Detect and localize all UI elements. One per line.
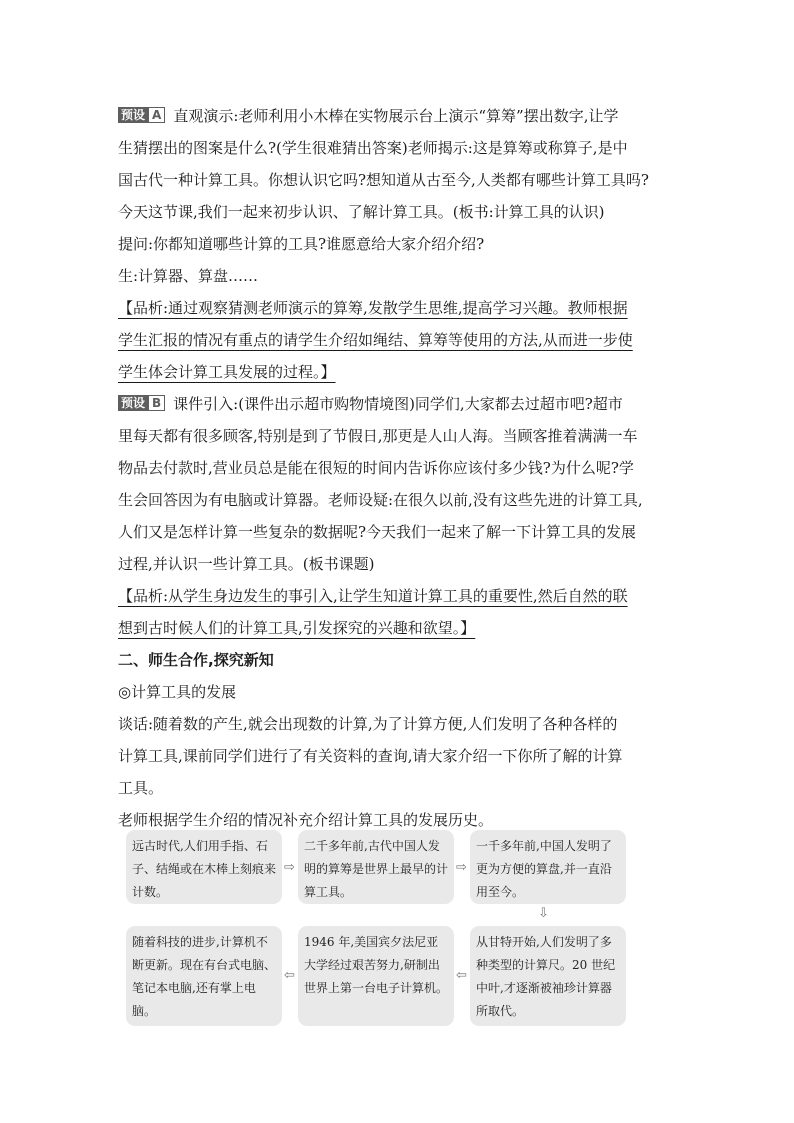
preset-b-line-6: 过程,并认识一些计算工具。(板书课题) — [118, 555, 375, 573]
arrow-right-icon: ⇨ — [284, 860, 295, 875]
section-subheading: ◎计算工具的发展 — [118, 683, 237, 701]
arrow-down-icon: ⇩ — [538, 906, 549, 921]
preset-a-question: 提问:你都知道哪些计算的工具?谁愿意给大家介绍介绍? — [118, 235, 485, 253]
flow-box-eniac: 1946 年,美国宾夕法尼亚大学经过艰苦努力,研制出世界上第一台电子计算机。 — [298, 926, 454, 1026]
preset-a-badge: 预设 A — [118, 107, 165, 123]
preset-b-line-4: 生会回答因为有电脑或计算器。老师设疑:在很久以前,没有这些先进的计算工具, — [118, 491, 643, 509]
preset-a-line-3: 国古代一种计算工具。你想认识它吗?想知道从古至今,人类都有哪些计算工具吗? — [118, 171, 649, 189]
supplement-line: 老师根据学生介绍的情况补充介绍计算工具的发展历史。 — [118, 811, 494, 829]
flow-box-abacus: 一千多年前,中国人发明了更为方便的算盘,并一直沿用至今。 — [470, 830, 626, 904]
flow-box-counting-rods: 二千多年前,古代中国人发明的算筹是世界上最早的计算工具。 — [298, 830, 454, 904]
preset-a-answer: 生:计算器、算盘…… — [118, 267, 259, 285]
preset-a-line-1: 预设 A 直观演示:老师利用小木棒在实物展示台上演示“算筹”摆出数字,让学 — [118, 100, 678, 132]
talk-line-3: 工具。 — [118, 779, 164, 797]
preset-b-badge: 预设 B — [118, 395, 165, 411]
preset-a-analysis-1: 【品析:通过观察猜测老师演示的算筹,发散学生思维,提高学习兴趣。教师根据 — [118, 299, 628, 317]
preset-a-line-2: 生猜摆出的图案是什么?(学生很难猜出答案)老师揭示:这是算筹或称算子,是中 — [118, 139, 628, 157]
preset-a-analysis-3: 学生体会计算工具发展的过程。】 — [118, 363, 336, 381]
arrow-right-icon: ⇨ — [456, 860, 467, 875]
flow-box-computers: 随着科技的进步,计算机不断更新。现在有台式电脑、笔记本电脑,还有掌上电脑。 — [126, 926, 282, 1026]
preset-b-line-5: 人们又是怎样计算一些复杂的数据呢?今天我们一起来了解一下计算工具的发展 — [118, 523, 637, 541]
preset-b-line-1: 预设 B 课件引入:(课件出示超市购物情境图)同学们,大家都去过超市吧?超市 — [118, 388, 678, 420]
flow-box-ancient: 远古时代,人们用手指、石子、结绳或在木棒上刻痕来计数。 — [126, 830, 282, 904]
preset-b-analysis-1: 【品析:从学生身边发生的事引入,让学生知道计算工具的重要性,然后自然的联 — [118, 587, 628, 605]
arrow-left-icon: ⇦ — [456, 968, 467, 983]
talk-line-2: 计算工具,课前同学们进行了有关资料的查询,请大家介绍一下你所了解的计算 — [118, 747, 623, 765]
talk-line-1: 谈话:随着数的产生,就会出现数的计算,为了计算方便,人们发明了各种各样的 — [118, 715, 618, 733]
flow-box-slide-rule: 从甘特开始,人们发明了多种类型的计算尺。20 世纪中叶,才逐渐被袖珍计算器所取代。 — [470, 926, 626, 1026]
preset-b-line-3: 物品去付款时,营业员总是能在很短的时间内告诉你应该付多少钱?为什么呢?学 — [118, 459, 634, 477]
section-heading: 二、师生合作,探究新知 — [118, 651, 274, 669]
preset-a-analysis-2: 学生汇报的情况有重点的请学生介绍如绳结、算筹等使用的方法,从而进一步使 — [118, 331, 633, 349]
arrow-left-icon: ⇦ — [284, 968, 295, 983]
preset-b-analysis-2: 想到古时候人们的计算工具,引发探究的兴趣和欲望。】 — [118, 619, 476, 637]
preset-a-line-4: 今天这节课,我们一起来初步认识、了解计算工具。(板书:计算工具的认识) — [118, 203, 605, 221]
preset-b-line-2: 里每天都有很多顾客,特别是到了节假日,那更是人山人海。当顾客推着满满一车 — [118, 427, 638, 445]
